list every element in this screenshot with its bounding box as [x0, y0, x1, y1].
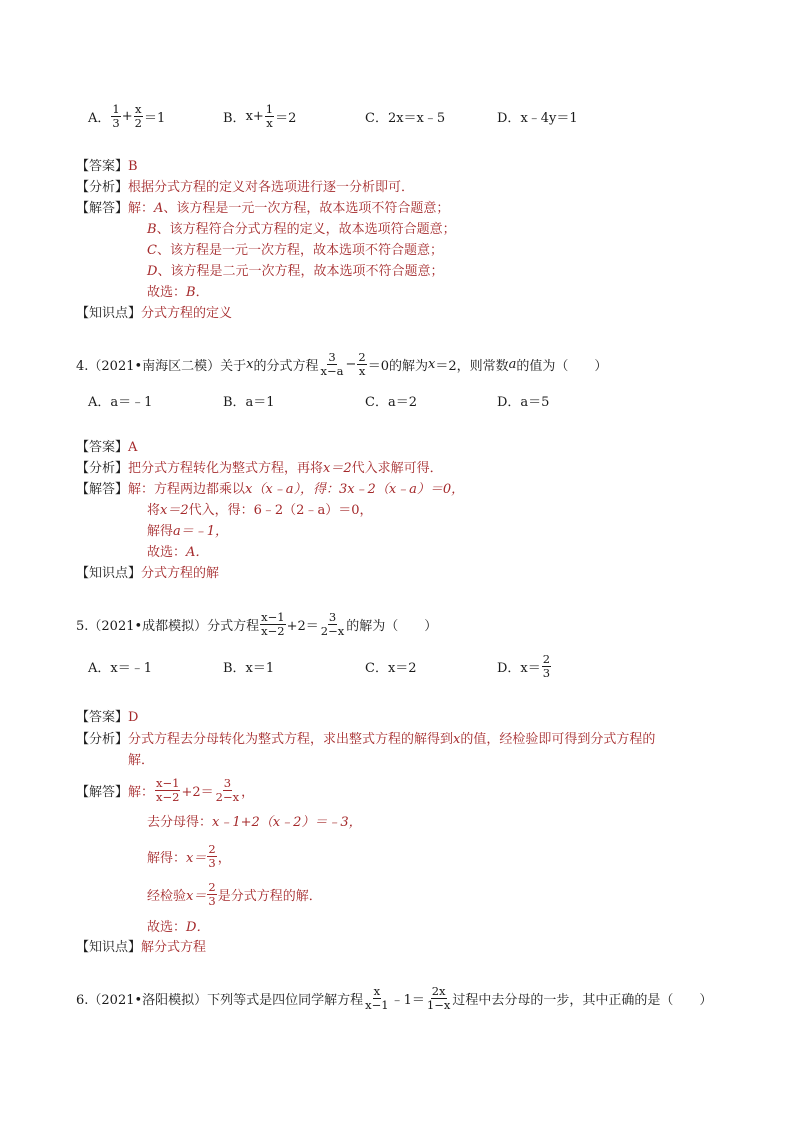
- fraction: $\frac{3}{2-x}$: [215, 775, 240, 804]
- q3-option-a: A． $\frac{1}{3}$ + $\frac{x}{2}$ ＝1: [88, 101, 166, 130]
- q4-option-a: A．a＝﹣1: [88, 395, 153, 410]
- fraction: $\frac{2}{3}$: [208, 841, 216, 870]
- q4-solution-line-4: 故选：A．: [147, 545, 209, 560]
- fraction: $\frac{3}{x-a}$: [320, 349, 344, 378]
- q5-answer: 【答案】D: [76, 710, 139, 725]
- q5-analysis-line-1: 【分析】分式方程去分母转化为整式方程，求出整式方程的解得到x的值，经检验即可得到分式方程的: [76, 732, 656, 747]
- q4-option-b: B．a＝1: [223, 395, 275, 410]
- q5-solution-step-4: 故选：D．: [147, 920, 210, 935]
- q4-knowledge: 【知识点】分式方程的解: [76, 566, 220, 581]
- q3-solution-line-2: B、该方程符合分式方程的定义，故本选项符合题意；: [147, 222, 456, 237]
- q5-knowledge: 【知识点】解分式方程: [76, 940, 207, 955]
- q5-option-d: D．x＝ $\frac{2}{3}$: [497, 651, 551, 680]
- fraction: $\frac{2}{x}$: [358, 349, 366, 378]
- q3-option-c: C． 2x＝x﹣5: [365, 110, 446, 126]
- fraction: $\frac{x}{2}$: [134, 101, 142, 130]
- q3-answer: 【答案】B: [76, 159, 138, 174]
- fraction: $\frac{1}{x}$: [265, 101, 274, 130]
- q4-option-d: D．a＝5: [497, 395, 550, 410]
- q3-option-d: D． x﹣4y＝1: [497, 110, 578, 126]
- fraction: $\frac{2}{3}$: [208, 879, 216, 908]
- q3-analysis: 【分析】根据分式方程的定义对各选项进行逐一分析即可．: [76, 180, 415, 195]
- q5-option-b: B．x＝1: [223, 660, 275, 676]
- q3-solution-choose: 故选：B．: [147, 285, 209, 300]
- q5-solution-line-1: 【解答】 解： $\frac{x-1}{x-2}$ +2＝ $\frac{3}{2-x}$ ，: [76, 775, 255, 804]
- q5-solution-step-2: 解得： x＝ $\frac{2}{3}$ ，: [147, 841, 231, 870]
- q3-knowledge: 【知识点】分式方程的定义: [76, 306, 233, 321]
- q3-solution-line-4: D、该方程是二元一次方程，故本选项不符合题意；: [147, 264, 444, 279]
- q3-solution-line-3: C、该方程是一元一次方程，故本选项不符合题意；: [147, 243, 443, 258]
- q4-solution-line-1: 【解答】解：方程两边都乘以x（x﹣a），得：3x﹣2（x﹣a）＝0，: [76, 482, 465, 497]
- q6-stem: 6.（2021•洛阳模拟）下列等式是四位同学解方程 $\frac{x}{x-1}$ ﹣1＝ $\frac{2x}{1-x}$ 过程中去分母的一步，其中正确的是（ ）: [76, 983, 713, 1012]
- fraction: $\frac{3}{2-x}$: [320, 609, 345, 638]
- q4-option-c: C．a＝2: [365, 395, 417, 410]
- q5-option-a: A．x＝﹣1: [88, 660, 152, 676]
- fraction: $\frac{2}{3}$: [542, 651, 551, 680]
- fraction: $\frac{1}{3}$: [112, 101, 120, 130]
- q4-solution-line-3: 解得a＝﹣1，: [147, 524, 229, 539]
- q4-solution-line-2: 将x＝2代入，得：6﹣2（2﹣a）＝0，: [147, 503, 373, 518]
- q5-analysis-line-2: 解．: [128, 753, 155, 768]
- q5-solution-step-3: 经检验 x＝ $\frac{2}{3}$ 是分式方程的解．: [147, 879, 322, 908]
- q4-answer: 【答案】A: [76, 440, 138, 455]
- q4-stem: 4.（2021•南海区二模）关于 x 的分式方程 $\frac{3}{x-a}$ − $\frac{2}{x}$ ＝0的解为 x ＝2，则常数 a 的值为（ ）: [76, 349, 608, 378]
- q3-solution-line-1: 【解答】解：A、该方程是一元一次方程，故本选项不符合题意；: [76, 201, 450, 216]
- q5-stem: 5.（2021•成都模拟）分式方程 $\frac{x-1}{x-2}$ +2＝ $\frac{3}{2-x}$ 的解为（ ）: [76, 609, 438, 638]
- fraction: $\frac{2x}{1-x}$: [426, 983, 451, 1012]
- fraction: $\frac{x-1}{x-2}$: [156, 775, 180, 804]
- q4-analysis: 【分析】把分式方程转化为整式方程，再将x＝2代入求解可得．: [76, 461, 443, 476]
- fraction: $\frac{x-1}{x-2}$: [261, 609, 285, 638]
- q5-option-c: C．x＝2: [365, 660, 417, 676]
- q3-option-b: B． x+ $\frac{1}{x}$ ＝2: [223, 101, 297, 130]
- q5-solution-step-1: 去分母得：x﹣1+2（x﹣2）＝﹣3，: [147, 815, 362, 830]
- fraction: $\frac{x}{x-1}$: [365, 983, 389, 1012]
